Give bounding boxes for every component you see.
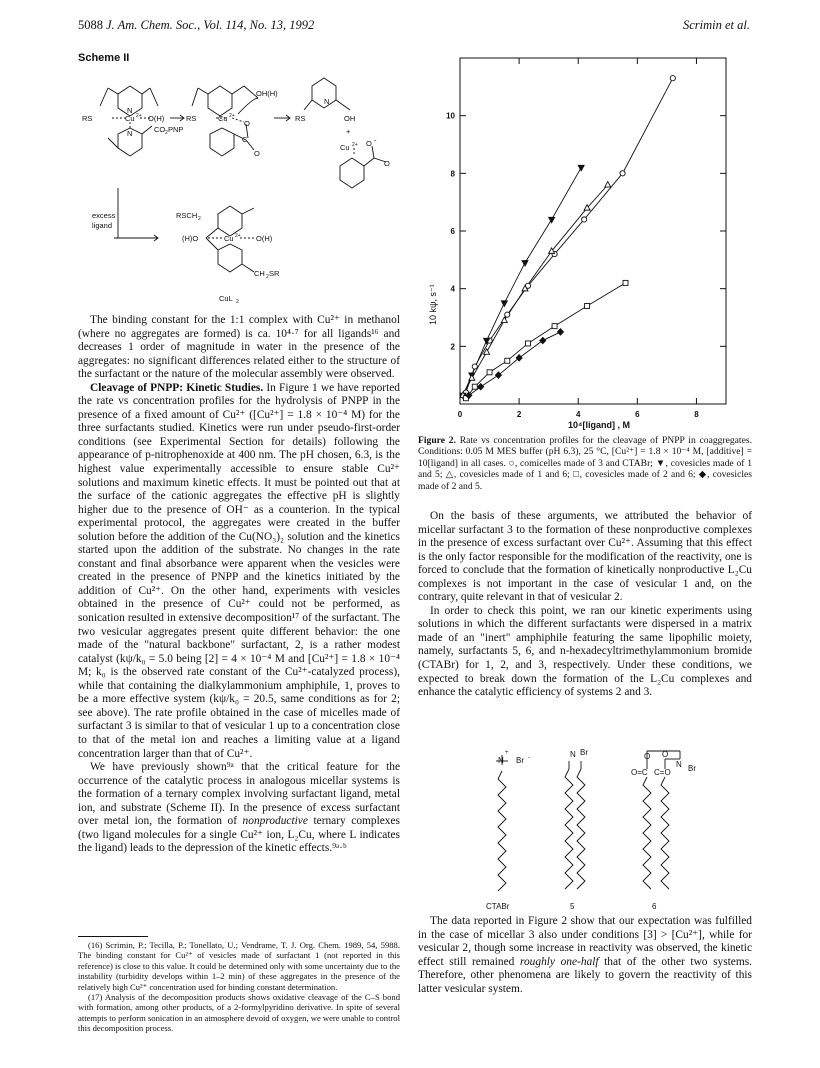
structure-caption: 6: [652, 902, 657, 911]
paragraph: The binding constant for the 1:1 complex with Cu²⁺ in methanol (where no aggregates are formed) is ca. 10⁴·⁷ for all ligands¹⁶ and decreases 1 order of magnitude in water in the presence of the aggregates: no significant differences related either to the structure of the surfactant or the nature of the molecular assembly were observed.: [78, 314, 400, 381]
scheme-label: OH: [344, 114, 356, 123]
data-point: [557, 329, 563, 335]
data-point: [582, 217, 587, 222]
scheme-ii: [78, 66, 400, 308]
scheme-label: Cu: [125, 114, 135, 123]
y-tick-label: 2: [450, 342, 455, 352]
scheme-label: 2+: [229, 113, 235, 119]
scheme-label: RS: [186, 114, 197, 123]
data-point: [578, 165, 584, 171]
paragraph: that of the other two systems. Therefore, other phenomena are likely to govern the reactivity of this latter vesicular system.: [418, 955, 753, 995]
figure-2-chart: [418, 50, 752, 432]
data-point: [549, 217, 555, 223]
data-point: [505, 312, 510, 317]
scheme-label: Cu: [340, 143, 350, 152]
emphasis: nonproductive: [242, 815, 308, 828]
data-point: [505, 358, 510, 363]
structure-label: O: [662, 750, 669, 759]
scheme-label: ligand: [92, 221, 113, 230]
scheme-label: 2: [236, 299, 239, 305]
scheme-label: CH: [254, 269, 265, 278]
scheme-label: 2+: [352, 142, 358, 148]
figure-caption: [418, 435, 752, 492]
scheme-label: O(H): [148, 114, 165, 123]
structure-caption: 5: [570, 902, 575, 911]
y-axis-label: 10 kψ, s⁻¹: [428, 284, 438, 325]
data-point: [552, 324, 557, 329]
scheme-label: 2+: [136, 113, 142, 119]
paragraph: In order to check this point, we ran our kinetic experiments using solutions in which the different surfactants were dispersed in a matrix made of an "inert" amphiphile featuring the same lipophilic moiety, namely, surfactants 5, 6, and n-hexadecyltrimethylammonium bromide (CTABr) for 1, 2, and 3, respectively. Under these conditions, we expected to break down the formation of the L₂Cu complexes and enhance the catalytic efficiency of systems 2 and 3.: [418, 604, 752, 699]
plot-frame: [460, 58, 726, 404]
scheme-label: SR: [269, 269, 280, 278]
data-point: [623, 280, 628, 285]
scheme-label: O(H): [256, 234, 273, 243]
surfactant-structures: [418, 745, 752, 913]
paragraph: In Figure 1 we have reported the rate vs concentration profiles for the hydrolysis of PNPP in the presence of a fixed amount of Cu²⁺ ([Cu²⁺] = 1.8 × 10⁻⁴ M) for the three surfactants studied. Kinetics were run under pseudo-first-order conditions (see Experimental Section for details) following the appearance of p-nitrophenoxide at 400 nm. The pH chosen, 6.3, is the highest value experimentally accessible to ensure stable Cu²⁺ solutions and maximum kinetic effects. It must be pointed out that at the surface of the cationic aggregates the effective pH is slightly higher due to the presence of OH⁻ as a counterion. In the typical experimental protocol, the aggregates were created in the buffer solution before the addition of the Cu(NO₃)₂ solution and the kinetics started upon the addition of the substrate. No changes in the rate constant and final absorbance were apparent when the vesicles were created in the presence of PNPP and the kinetics initiated by the addition of Cu²⁺. On the other hand, experiments with vesicles obtained in the presence of Cu²⁺ could not be performed, as sonication resulted in extensive decomposition¹⁷ of the surfactant. The two vesicular aggregates present quite different behavior: the one made of the "natural backbone" surfactant, 2, is a rather modest catalyst (kψ/k₀ = 5.0 being [2] = 4 × 10⁻⁴ M and [Cu²⁺] = 1.8 × 10⁻⁴ M; k₀ is the observed rate constant of the Cu²⁺-catalyzed process), while that containing the dialkylammonium amphiphile, 1, proves to be a more effective system (kψ/k₀ = 20.5, same conditions as for 2; see above). The rate profile obtained in the case of micelles made of surfactant 3 is similar to that of vesicular 1 up to a concentration close to that of the metal ion and reaches a limiting value at a ligand concentration larger than that of Cu²⁺.: [78, 381, 400, 760]
structure-label: +: [505, 750, 509, 756]
scheme-label: O: [244, 119, 250, 128]
paragraph: The data reported in Figure 2 show that our expectation was fulfilled in the case of micellar 3 also under conditions [3] > [Cu²⁺], while for vesicular 2, though some increase in reactivity was observed, the kinetic effect still remained: [418, 915, 752, 968]
caption-text: Rate vs concentration profiles for the cleavage of PNPP in coaggregates. Conditions: 0.05 M MES buffer (pH 6.3), 25 °C, [Cu²⁺] = 1.8 × 10⁻⁴ M, [additive] = 10[ligand] in all cases. ○, comicelles made of 3 and CTABr; ▼, covesicles made of 1 and 5; △, covesicles made of 1 and 6; □, covesicles made of 2 and 6; ◆, covesicles made of 2 and 5.: [418, 435, 752, 492]
scheme-label: CO: [154, 125, 166, 134]
right-column-text-bottom: [418, 915, 752, 996]
paragraph: On the basis of these arguments, we attributed the behavior of micellar surfactant 3 to the formation of these nonproductive complexes in the presence of excess surfactant over Cu²⁺. Assuming that this effect is the only factor responsible for the modification of the reactivity, one is forced to conclude that the formation of kinetically nonproductive L₂Cu complexes is not important in the case of vesicular 1 and, on the contrary, quite relevant in that of vesicular 2.: [418, 510, 752, 604]
data-point: [525, 341, 530, 346]
right-column-text-top: [418, 510, 752, 700]
series-line: [466, 78, 673, 392]
left-column-text: [78, 314, 400, 856]
series-line: [463, 168, 581, 396]
scheme-label: excess: [92, 211, 116, 220]
page-number: 5088: [78, 18, 103, 32]
series-line: [463, 185, 608, 395]
scheme-label: (H)O: [182, 234, 199, 243]
structure-label: O: [644, 752, 651, 761]
scheme-label: O: [254, 149, 260, 158]
y-tick-label: 10: [446, 111, 455, 121]
footnotes: [78, 940, 400, 1034]
scheme-label: 2+: [235, 233, 241, 239]
data-point: [501, 301, 507, 307]
structure-caption: CTABr: [486, 902, 510, 911]
scheme-label: N: [127, 106, 133, 115]
x-tick-label: 2: [516, 410, 522, 419]
scheme-label: RSCH: [176, 211, 198, 220]
paragraph: ternary complexes (two ligand molecules for a single Cu²⁺ ion, L₂Cu, where L indicates the ligand) leads to the depression of the kinetic effects.⁹ᵃ·ᵇ: [78, 815, 400, 855]
scheme-label: OH(H): [256, 89, 278, 98]
data-point: [540, 337, 546, 343]
caption-label: Figure 2.: [418, 435, 456, 446]
scheme-label: CuL: [219, 294, 233, 303]
scheme-label: +: [346, 127, 351, 136]
data-point: [487, 370, 492, 375]
y-tick-label: 8: [450, 169, 455, 179]
data-point: [472, 364, 477, 369]
y-tick-label: 6: [450, 227, 455, 236]
structure-label: C=O: [654, 768, 671, 777]
structure-label: Br: [688, 764, 696, 773]
scheme-label: 2: [266, 274, 269, 280]
data-point: [670, 76, 675, 81]
scheme-label: O: [384, 159, 390, 168]
structure-label: N: [498, 756, 504, 765]
y-tick-label: 4: [450, 284, 455, 294]
data-point: [605, 182, 611, 188]
structure-label: N: [570, 750, 576, 759]
data-point: [522, 261, 528, 267]
scheme-label: O: [366, 139, 372, 148]
data-point: [469, 375, 475, 381]
structure-label: Br: [516, 756, 524, 765]
data-point: [478, 384, 484, 390]
structure-label: N: [676, 760, 682, 769]
scheme-label: C: [242, 135, 248, 144]
journal-citation: J. Am. Chem. Soc., Vol. 114, No. 13, 1992: [106, 18, 315, 32]
emphasis: roughly one-half: [519, 955, 599, 968]
x-tick-label: 6: [635, 410, 640, 419]
section-heading: Cleavage of PNPP: Kinetic Studies.: [90, 381, 264, 394]
scheme-label: RS: [82, 114, 93, 123]
structure-label: -: [528, 755, 530, 761]
x-tick-label: 8: [694, 410, 699, 419]
scheme-label: N: [127, 129, 133, 138]
structure-label: O=C: [631, 768, 648, 777]
data-point: [620, 171, 625, 176]
footnote: (17) Analysis of the decomposition products shows oxidative cleavage of the C–S bond with formation, among other products, of a 2-formylpyridino derivative. In spite of several attempts to perform sonication in an atmosphere devoid of oxygen, we were unable to control this decomposition process.: [78, 992, 400, 1034]
scheme-label: -: [374, 136, 377, 145]
data-point: [585, 303, 590, 308]
scheme-label: 2: [198, 216, 201, 222]
scheme-label: N: [324, 97, 330, 106]
scheme-label: PNP: [168, 125, 184, 134]
running-header: [78, 18, 750, 34]
scheme-label: RS: [295, 114, 306, 123]
scheme-label: 2: [165, 130, 168, 136]
scheme-label: Cu: [218, 114, 228, 123]
x-tick-label: 4: [575, 410, 581, 419]
running-authors: Scrimin et al.: [682, 18, 750, 32]
scheme-title: Scheme II: [78, 52, 130, 64]
footnote: (16) Scrimin, P.; Tecilla, P.; Tonellato, U.; Vendrame, T. J. Org. Chem. 1989, 54, 5988. The binding constant for Cu²⁺ of vesicles made of surfactant 1 (not reported in this reference) is close to this value. It could be determined only with some uncertainty due to the instability (turbidity develops within 1–2 min) of these aggregates in the presence of the relatively high Cu²⁺ concentration used for binding constant determination.: [78, 940, 400, 992]
footnote-rule: [78, 936, 148, 937]
scheme-label: Cu: [224, 234, 234, 243]
x-axis-label: 10⁴[ligand] , M: [568, 420, 630, 430]
paragraph: We have previously shown⁹ᵃ that the critical feature for the occurrence of the catalytic process in analogous micellar systems is the formation of a ternary complex involving surfactant ligand, metal ion, and substrate (Scheme II). In the presence of excess surfactant over metal ion, the formation of: [78, 761, 400, 828]
data-point: [472, 384, 477, 389]
structure-label: Br: [580, 748, 588, 757]
x-tick-label: 0: [457, 410, 463, 419]
